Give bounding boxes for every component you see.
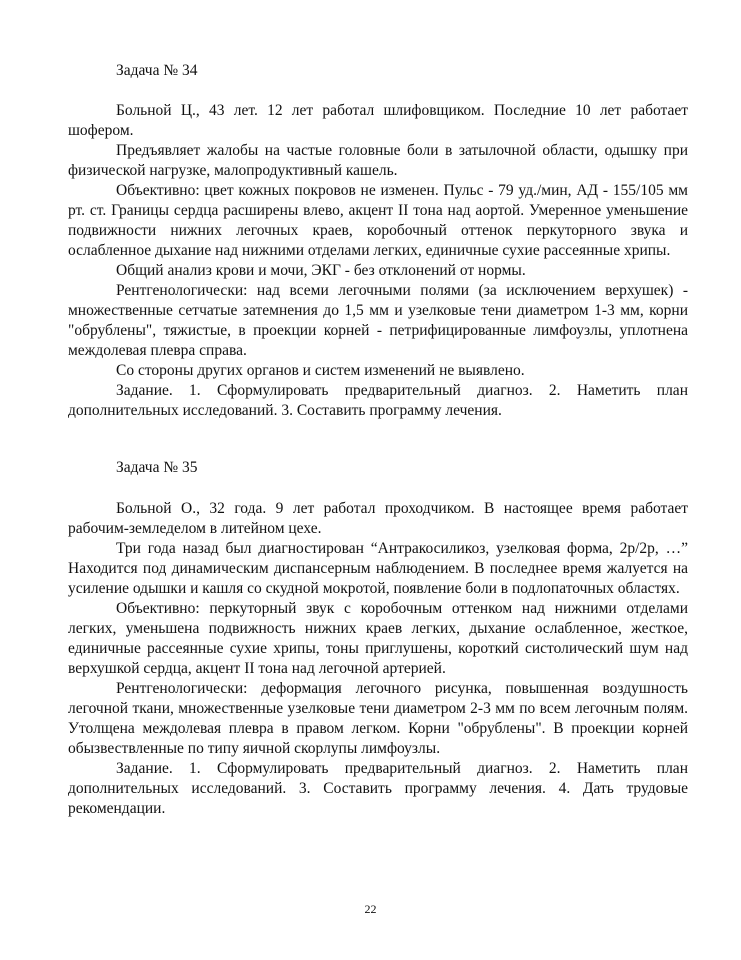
task-35-paragraph-4: Рентгенологически: деформация легочного рисунка, повышенная воздушность легочной ткани, множественные узелковые тени диаметром 2-3 мм по всем легочным полям. Утолщена междолевая плевра в правом легком. Корни "обрублены". В проекции корней обызвествленные по типу яичной скорлупы лимфоузлы. bbox=[68, 680, 688, 757]
task-34-paragraph-6: Со стороны других органов и систем изменений не выявлено. bbox=[116, 362, 525, 379]
task-34-paragraph-3: Объективно: цвет кожных покровов не изменен. Пульс - 79 уд./мин, АД - 155/105 мм рт. ст. Границы сердца расширены влево, акцент II тона над аортой. Умеренное уменьшение подвижности нижних легочных краев, коробочный оттенок перкуторного звука и ослабленное дыхание над нижними отделами легких, единичные сухие рассеянные хрипы. bbox=[68, 182, 688, 259]
task-35-title: Задача № 35 bbox=[116, 459, 198, 476]
task-34-paragraph-1: Больной Ц., 43 лет. 12 лет работал шлифовщиком. Последние 10 лет работает шофером. bbox=[68, 102, 688, 139]
task-35-paragraph-3: Объективно: перкуторный звук с коробочным оттенком над нижними отделами легких, уменьшена подвижность нижних краев легких, дыхание ослабленное, жесткое, единичные рассеянные сухие хрипы, тоны приглушены, короткий систолический шум над верхушкой сердца, акцент II тона над легочной артерией. bbox=[68, 600, 688, 677]
task-35-paragraph-2: Три года назад был диагностирован “Антракосиликоз, узелковая форма, 2р/2р, …” Находится под динамическим диспансерным наблюдением. В последнее время жалуется на усиление одышки и кашля со скудной мокротой, появление боли в подлопаточных областях. bbox=[68, 540, 688, 597]
task-34-paragraph-4: Общий анализ крови и мочи, ЭКГ - без отклонений от нормы. bbox=[116, 262, 526, 279]
task-34-body bbox=[68, 101, 688, 421]
page-number: 22 bbox=[364, 902, 377, 916]
task-35-body bbox=[68, 499, 688, 819]
task-34-paragraph-7: Задание. 1. Сформулировать предварительный диагноз. 2. Наметить план дополнительных исследований. 3. Составить программу лечения. bbox=[68, 382, 688, 419]
task-34-paragraph-2: Предъявляет жалобы на частые головные боли в затылочной области, одышку при физической нагрузке, малопродуктивный кашель. bbox=[68, 142, 688, 179]
task-35-paragraph-1: Больной О., 32 года. 9 лет работал проходчиком. В настоящее время работает рабочим-земледелом в литейном цехе. bbox=[68, 500, 688, 537]
task-34-paragraph-5: Рентгенологически: над всеми легочными полями (за исключением верхушек) - множественные сетчатые затемнения до 1,5 мм и узелковые тени диаметром 1-3 мм, корни "обрублены", тяжистые, в проекции корней - петрифицированные лимфоузлы, уплотнена междолевая плевра справа. bbox=[68, 282, 688, 359]
task-35-paragraph-5: Задание. 1. Сформулировать предварительный диагноз. 2. Наметить план дополнительных исследований. 3. Составить программу лечения. 4. Дать трудовые рекомендации. bbox=[68, 760, 688, 817]
task-34-title: Задача № 34 bbox=[116, 62, 198, 79]
